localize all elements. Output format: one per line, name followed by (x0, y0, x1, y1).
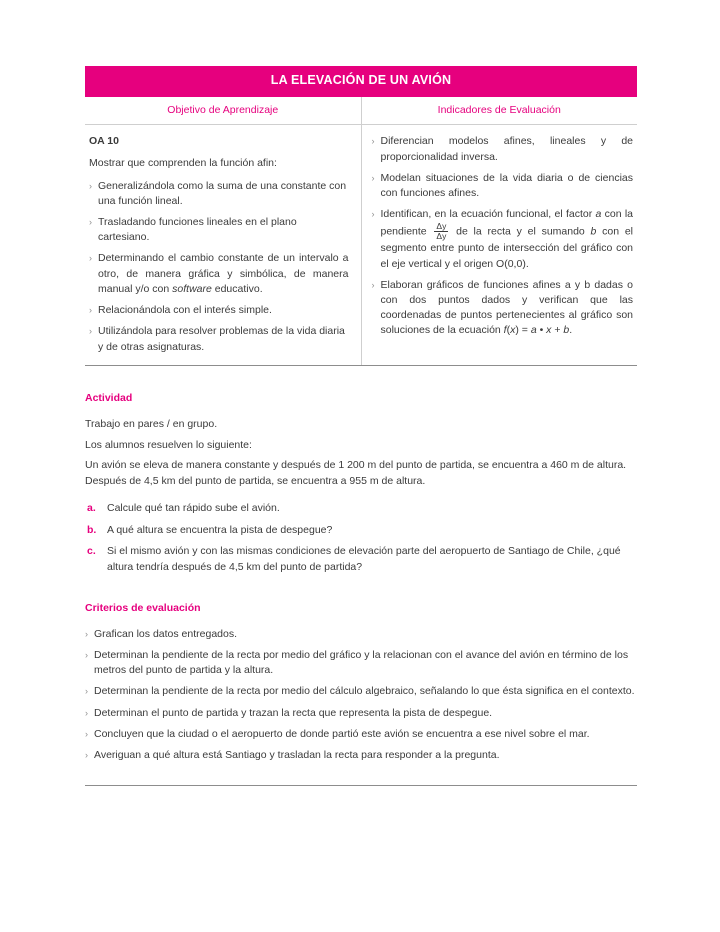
criterios-list (85, 627, 637, 764)
delta-fraction (434, 222, 448, 241)
list-item-text: Diferencian modelos afines, lineales y de proporcionalidad inversa. (380, 135, 633, 163)
list-item-text: Trasladando funciones lineales en el plano cartesiano. (98, 216, 297, 244)
equation-f: f (503, 324, 507, 337)
document-content (85, 66, 637, 786)
criterios-section (85, 602, 637, 787)
indicadores-list (372, 134, 634, 338)
question-text: A qué altura se encuentra la pista de despegue? (107, 523, 333, 536)
list-item (372, 278, 634, 339)
slope-text-part3: de la recta y el sumando (450, 225, 591, 238)
question-item-b (85, 523, 637, 539)
list-item-text: Relacionándola con el interés simple. (98, 304, 272, 317)
variable-a: a (595, 208, 602, 221)
equation-x2: x (546, 324, 552, 337)
table-body-row (85, 125, 637, 365)
table-header-cell-objetivo (85, 97, 361, 125)
actividad-questions-list (85, 501, 637, 576)
equation-a: a (530, 324, 537, 337)
list-item-text: Averiguan a qué altura está Santiago y trasladan la recta para responder a la pregunta. (94, 749, 500, 762)
variable-b: b (590, 225, 597, 238)
question-item-c (85, 544, 637, 576)
question-item-a (85, 501, 637, 517)
list-item-text: Modelan situaciones de la vida diaria o de ciencias con funciones afines. (380, 171, 633, 199)
list-item (89, 251, 349, 297)
equation-paren-close: ) = (515, 324, 531, 337)
list-item-text: Utilizándola para resolver problemas de la vida diaria y de otras asignaturas. (98, 325, 345, 353)
slope-text-part2: con la pendiente (380, 208, 634, 238)
question-text: Calcule qué tan rápido sube el avión. (107, 501, 280, 514)
list-item-text: Determinan la pendiente de la recta por medio del cálculo algebraico, señalando lo que ésta significa en el contexto. (94, 685, 635, 698)
equation-plus: + (551, 324, 564, 337)
fraction-numerator: Δy (436, 221, 447, 232)
actividad-section (85, 392, 637, 576)
list-item-text-slope (381, 207, 634, 272)
chevron-right-icon: › (371, 209, 375, 220)
chevron-right-icon: › (371, 279, 375, 290)
list-item (89, 303, 349, 318)
equation-x: x (510, 324, 516, 337)
question-text: Si el mismo avión y con las mismas condiciones de elevación parte del aeropuerto de Santiago de Chile, ¿qué altura tendría después de 4,5 km del punto de partida? (107, 545, 621, 573)
list-item (372, 134, 634, 164)
slope-text-part4: con el segmento entre punto de intersección del gráfico con el eje vertical y el origen O(0,0). (380, 225, 634, 270)
list-item (89, 215, 349, 245)
bottom-divider (85, 785, 637, 786)
chevron-right-icon: › (85, 686, 88, 697)
list-item (372, 207, 634, 272)
chevron-right-icon: › (85, 728, 88, 739)
column-header-indicadores: Indicadores de Evaluación (437, 103, 561, 116)
chevron-right-icon: › (89, 305, 92, 316)
table-cell-indicadores (361, 125, 637, 365)
oa-indicadores-table (85, 97, 637, 366)
question-letter: a. (87, 501, 96, 514)
chevron-right-icon: › (89, 253, 92, 264)
page-title: LA ELEVACIÓN DE UN AVIÓN (85, 66, 637, 97)
list-item-text: Concluyen que la ciudad o el aeropuerto de donde partió este avión se encuentra a ese nivel sobre el mar. (94, 727, 590, 740)
list-item-text-equation (381, 278, 634, 339)
criterios-title: Criterios de evaluación (85, 601, 201, 614)
list-item (372, 171, 634, 201)
equation-paren-open: ( (506, 324, 511, 337)
table-cell-objetivo (85, 125, 361, 365)
objetivo-list (89, 179, 349, 355)
actividad-line-2: Los alumnos resuelven lo siguiente: (85, 438, 252, 451)
list-item (85, 648, 637, 678)
actividad-statement: Un avión se eleva de manera constante y después de 1 200 m del punto de partida, se encuentra a 460 m de altura. Después de 4,5 km del punto de partida, se encuentra a 955 m de altura. (85, 459, 627, 487)
fraction-denominator: Δy (436, 231, 447, 242)
equation-period: . (569, 324, 573, 337)
list-item (85, 727, 637, 742)
chevron-right-icon: › (89, 326, 92, 337)
objetivo-content (85, 135, 361, 354)
italic-software: software (172, 282, 212, 295)
oa-code: OA 10 (89, 135, 119, 148)
equation-dot: • (536, 324, 547, 337)
slope-text-part1: Identifican, en la ecuación funcional, el factor (380, 208, 596, 221)
table-header-cell-indicadores (361, 97, 637, 125)
list-item (85, 684, 637, 699)
column-header-objetivo: Objetivo de Aprendizaje (167, 103, 279, 116)
oa-lead-text: Mostrar que comprenden la función afin: (89, 157, 277, 170)
chevron-right-icon: › (371, 172, 375, 183)
list-item (89, 179, 349, 209)
list-item (85, 706, 637, 721)
question-letter: b. (87, 523, 97, 536)
list-item-text-software: Determinando el cambio constante de un intervalo a otro, de manera gráfica y simbólica, de manera manual y/o con software educativo. (98, 252, 349, 295)
equation-b: b (563, 324, 570, 337)
indicadores-content (362, 134, 638, 338)
list-item-text: Generalizándola como la suma de una constante con una función lineal. (98, 179, 347, 207)
chevron-right-icon: › (85, 707, 88, 718)
list-item (85, 748, 637, 763)
list-item (85, 627, 637, 642)
chevron-right-icon: › (85, 750, 88, 761)
list-item-text: Determinan el punto de partida y trazan la recta que representa la pista de despegue. (94, 706, 493, 719)
chevron-right-icon: › (89, 180, 92, 191)
list-item (89, 324, 349, 354)
question-letter: c. (87, 545, 96, 558)
equation-lead-text: Elaboran gráficos de funciones afines a y b dadas o con dos puntos dados y verifican que las coordenadas de puntos pertenecientes al gráfico son soluciones de la ecuación (380, 278, 633, 337)
actividad-title: Actividad (85, 391, 133, 404)
list-item-text: Determinan la pendiente de la recta por medio del gráfico y la relacionan con el avance del avión en término de los metros del punto de partida y la altura. (94, 648, 629, 677)
chevron-right-icon: › (371, 136, 375, 147)
list-item-text: Grafican los datos entregados. (94, 627, 238, 640)
table-header-row (85, 97, 637, 125)
actividad-line-1: Trabajo en pares / en grupo. (85, 417, 218, 430)
chevron-right-icon: › (85, 628, 88, 639)
chevron-right-icon: › (89, 217, 92, 227)
chevron-right-icon: › (85, 649, 88, 660)
